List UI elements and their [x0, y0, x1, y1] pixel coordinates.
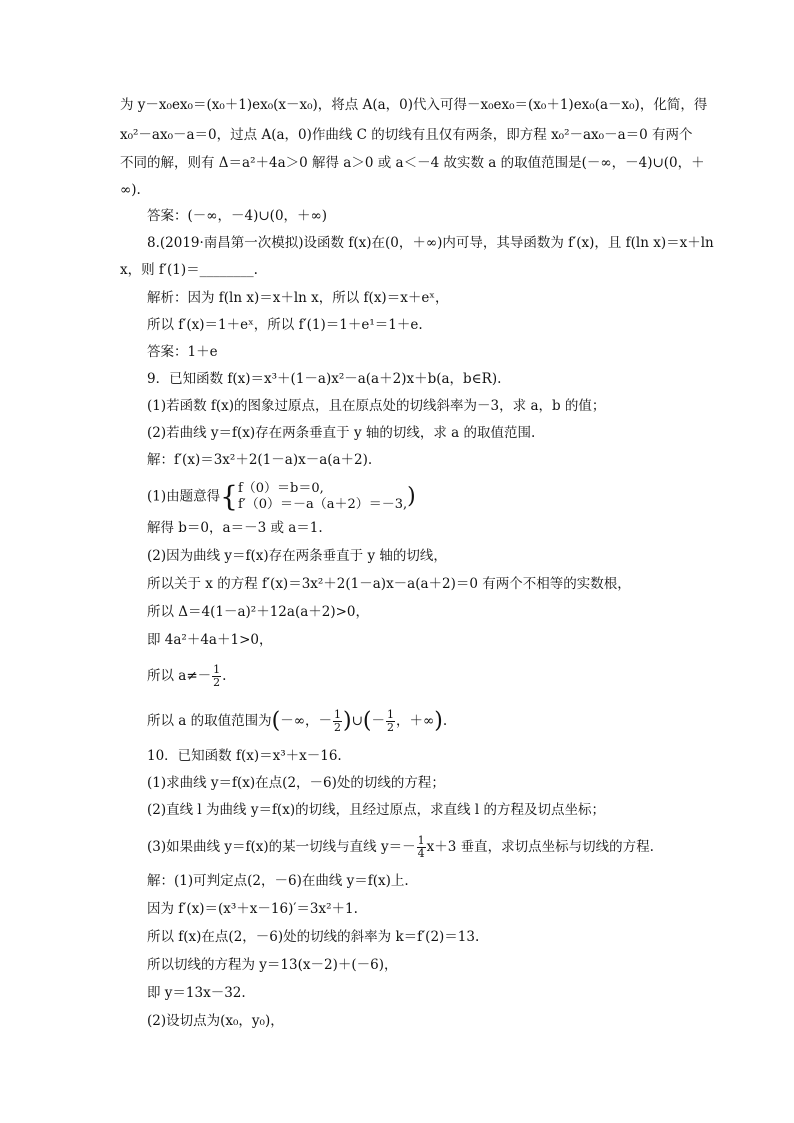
solution-line: 解：f′(x)＝3x²＋2(1－a)x－a(a＋2). [147, 452, 373, 468]
fraction-one-half: $\frac{1}{2}$ [333, 708, 341, 734]
answer-line: 答案：1＋e [147, 344, 218, 360]
solution-line: (2)设切点为(x₀，y₀)， [147, 1013, 284, 1029]
problem-8-line: x，则 f′(1)＝________. [120, 262, 258, 278]
right-paren: ) [407, 484, 416, 509]
left-brace: { [220, 480, 238, 513]
text-prefix: 所以 a≠－ [147, 668, 212, 684]
fraction-one-quarter: $\frac{1}{4}$ [417, 834, 425, 860]
text-line: ∞). [120, 182, 141, 198]
solution-line: 解析：因为 f(ln x)＝x＋ln x，所以 f(x)＝x＋eˣ， [147, 290, 449, 306]
solution-line: 所以 f′(x)＝1＋eˣ，所以 f′(1)＝1＋e¹＝1＋e. [147, 317, 423, 333]
solution-line: 因为 f′(x)＝(x³＋x－16)′＝3x²＋1. [147, 901, 358, 917]
fraction-one-half: $\frac{1}{2}$ [386, 708, 394, 734]
system-prefix: (1)由题意得 [147, 488, 221, 505]
solution-line: 所以切线的方程为 y＝13(x－2)＋(－6)， [147, 957, 398, 973]
solution-line-fraction: 所以 a≠－ $\frac{1}{2}$ . [147, 663, 227, 689]
problem-9-part-1: (1)若函数 f(x)的图象过原点，且在原点处的切线斜率为－3，求 a，b 的值； [147, 398, 606, 414]
problem-10-part-2: (2)直线 l 为曲线 y＝f(x)的切线，且经过原点，求直线 l 的方程及切点坐标； [147, 802, 605, 818]
problem-10-part-3: (3)如果曲线 y＝f(x)的某一切线与直线 y＝－ $\frac{1}{4}$ x＋3 垂直，求切点坐标与切线的方程. [147, 834, 654, 860]
problem-10-line: 10．已知函数 f(x)＝x³＋x－16. [147, 748, 342, 764]
solution-line: 所以关于 x 的方程 f′(x)＝3x²＋2(1－a)x－a(a＋2)＝0 有两个不相等的实数根， [147, 576, 631, 592]
answer-line: 答案：(－∞，－4)∪(0，＋∞) [147, 208, 328, 224]
solution-line: 所以 Δ＝4(1－a)²＋12a(a＋2)>0， [147, 604, 370, 620]
equation-system-line [147, 481, 416, 513]
equation-system [238, 481, 407, 513]
solution-line: 所以 f(x)在点(2，－6)处的切线的斜率为 k＝f′(2)＝13. [147, 929, 480, 945]
system-eq-2: f′（0）＝－a（a＋2）＝－3, [237, 497, 408, 512]
problem-9-line: 9．已知函数 f(x)＝x³＋(1－a)x²－a(a＋2)x＋b(a，b∈R). [147, 371, 502, 387]
text-line: 不同的解，则有 Δ＝a²＋4a＞0 解得 a＞0 或 a＜－4 故实数 a 的取值范围是(－∞，－4)∪(0，＋ [120, 155, 705, 171]
solution-line: 即 4a²＋4a＋1>0， [147, 632, 273, 648]
solution-line: 即 y＝13x－32. [147, 985, 246, 1001]
system-eq-1: f（0）＝b＝0, [237, 481, 324, 496]
solution-line: 解得 b＝0，a＝－3 或 a＝1. [147, 520, 323, 536]
problem-9-part-2: (2)若曲线 y＝f(x)存在两条垂直于 y 轴的切线，求 a 的取值范围. [147, 425, 536, 441]
text-line: x₀²－ax₀－a＝0，过点 A(a，0)作曲线 C 的切线有且仅有两条，即方程 x₀²－ax₀－a＝0 有两个 [120, 127, 693, 143]
problem-8-line: 8.(2019·南昌第一次模拟)设函数 f(x)在(0，＋∞)内可导，其导函数为 f′(x)，且 f(ln x)＝x＋ln [147, 235, 714, 251]
text-prefix: 所以 a 的取值范围为 [147, 713, 272, 729]
solution-line: (2)因为曲线 y＝f(x)存在两条垂直于 y 轴的切线， [147, 548, 447, 564]
text-line: 为 y－x₀ex₀＝(x₀＋1)ex₀(x－x₀)，将点 A(a，0)代入可得－x₀ex₀＝(x₀＋1)ex₀(a－x₀)，化简，得 [120, 97, 708, 113]
problem-10-part-1: (1)求曲线 y＝f(x)在点(2，－6)处的切线的方程； [147, 775, 445, 791]
solution-line: 解：(1)可判定点(2，－6)在曲线 y＝f(x)上. [147, 873, 409, 889]
fraction-one-half: $\frac{1}{2}$ [213, 663, 221, 689]
solution-range-line: 所以 a 的取值范围为(－∞，－ $\frac{1}{2}$ )∪(－ $\frac{1}{2}$ ，＋∞). [147, 708, 448, 734]
